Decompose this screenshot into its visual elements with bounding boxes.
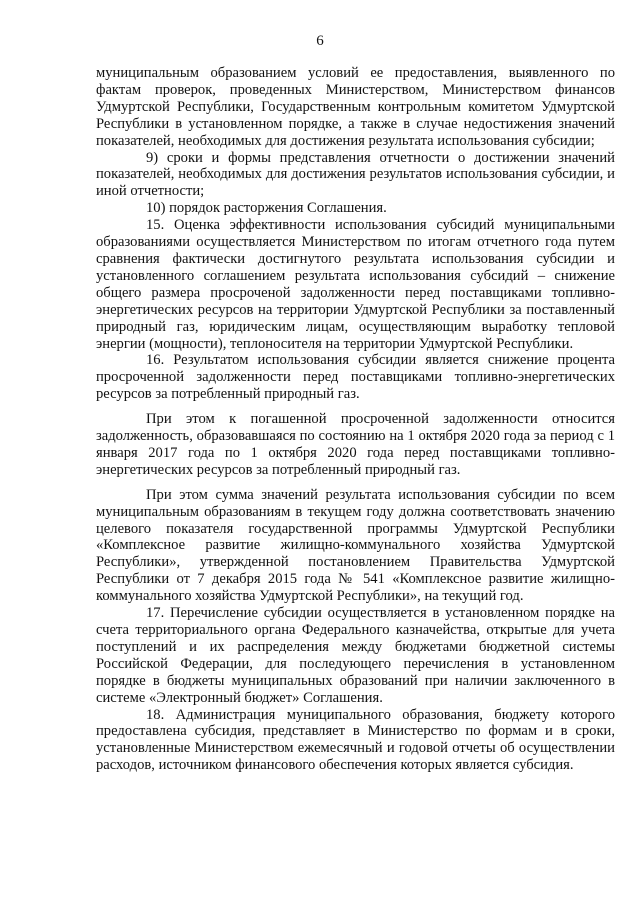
paragraph-continuation: муниципальным образованием условий ее предоставления, выявленного по фактам проверок, проведенных Министерством, Министерством финансов Удмуртской Республики, Государственным контрольным комитетом Удмуртской Республики в установленном порядке, а также в случае недостижения значений показателей, необходимых для достижения результата использования субсидии; [96, 65, 615, 149]
paragraph-16-note-2: При этом сумма значений результата использования субсидии по всем муниципальным образованиям в текущем году должна соответствовать значению целевого показателя государственной программы Удмуртской Республики «Комплексное развитие жилищно-коммунального хозяйства Удмуртской Республики», утвержденной постановлением Правительства Удмуртской Республики от 7 декабря 2015 года № 541 «Комплексное развитие жилищно-коммунального хозяйства Удмуртской Республики», на текущий год. [96, 486, 615, 605]
document-body [96, 65, 615, 774]
paragraph-18: 18. Администрация муниципального образования, бюджету которого предоставлена субсидия, представляет в Министерство по формам и в сроки, установленные Министерством ежемесячный и годовой отчеты об осуществлении расходов, источником финансового обеспечения которых является субсидия. [96, 706, 615, 774]
paragraph-16-note-1: При этом к погашенной просроченной задолженности относится задолженность, образовавшаяся по состоянию на 1 октября 2020 года за период с 1 января 2017 года по 1 октября 2020 года перед поставщиками топливно-энергетических ресурсов за потребленный природный газ. [96, 411, 615, 478]
paragraph-15: 15. Оценка эффективности использования субсидий муниципальными образованиями осуществляется Министерством по итогам отчетного года путем сравнения фактически достигнутого результата использования субсидии и установленного соглашением результата использования субсидий – снижение общего размера просроченой задолженности перед поставщиками топливно-энергетических ресурсов на территории Удмуртской Республики за поставленный природный газ, юридическим лицам, осуществляющим выработку тепловой энергии (мощности), теплоносителя на территории Удмуртской Республики. [96, 217, 615, 352]
paragraph-17: 17. Перечисление субсидии осуществляется в установленном порядке на счета территориального органа Федерального казначейства, открытые для учета поступлений и их распределения между бюджетами бюджетной системы Российской Федерации, для последующего перечисления в установленном порядке в бюджеты муниципальных образований при наличии заключенного в системе «Электронный бюджет» Соглашения. [96, 605, 615, 706]
paragraph-item-9: 9) сроки и формы представления отчетности о достижении значений показателей, необходимых для достижения результатов использования субсидии, и иной отчетности; [96, 149, 615, 200]
paragraph-16: 16. Результатом использования субсидии является снижение процента просроченной задолженности перед поставщиками топливно-энергетических ресурсов за потребленный природный газ. [96, 352, 615, 403]
paragraph-item-10: 10) порядок расторжения Соглашения. [146, 200, 387, 217]
page-number: 6 [316, 33, 324, 49]
